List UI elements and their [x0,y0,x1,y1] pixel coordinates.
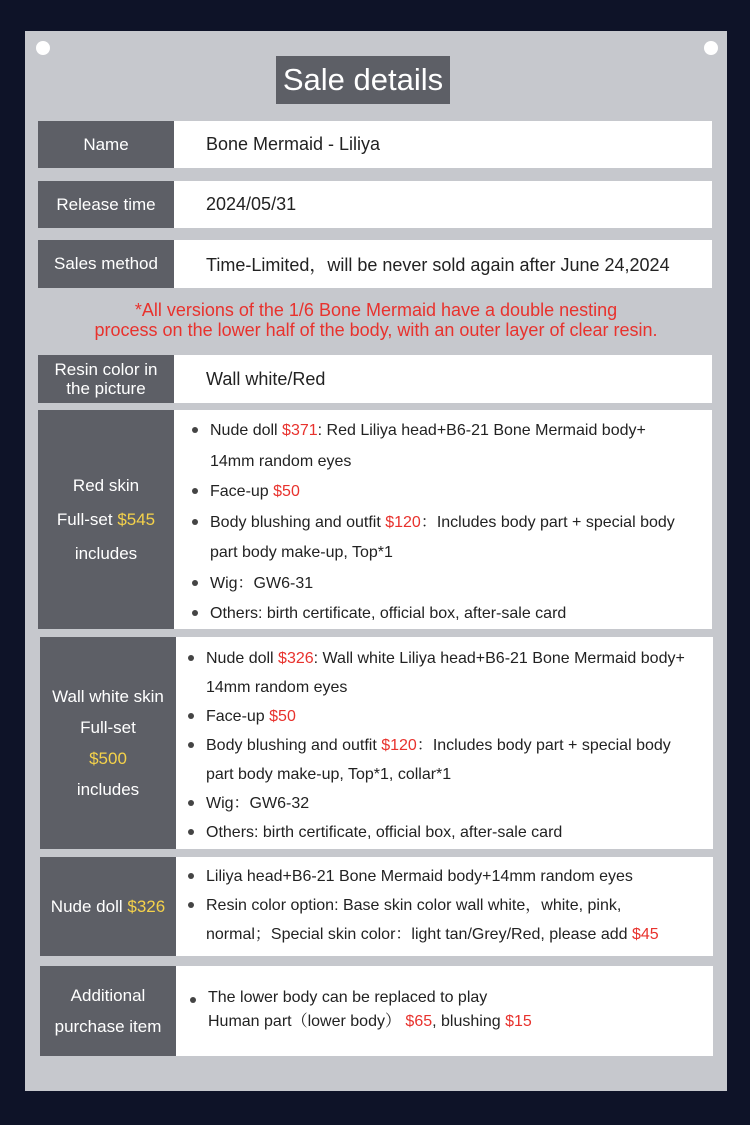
include-list [186,862,699,949]
list-item [190,599,698,630]
list-item [186,731,699,789]
include-list [190,416,698,630]
row-name [38,121,712,168]
item-text: : Red Liliya head+B6-21 Bone Mermaid body+ [317,422,646,439]
row-red-skin-fullset [38,410,712,629]
price-red: $15 [505,1013,532,1030]
label-line: includes [74,543,138,563]
row-nude-doll [40,857,713,956]
row-value: Wall white/Red [206,368,326,389]
page-title: Sale details [276,56,450,104]
sale-details-panel [25,31,727,1091]
item-text: Liliya head+B6-21 Bone Mermaid body+14mm random eyes [206,868,633,885]
label-text: Nude doll [50,896,128,916]
list-item [186,644,699,702]
item-text: Nude doll [206,650,279,667]
list-item [190,477,698,508]
item-text: , blushing [432,1013,506,1030]
item-text: Nude doll [210,422,283,439]
row-label [40,857,176,956]
item-text: : Wall white Liliya head+B6-21 Bone Mermaid body+ [313,650,685,667]
item-text: part body make-up, Top*1, collar*1 [206,766,452,783]
item-text: ：Includes body part + special body [420,513,675,531]
label-line [51,897,165,917]
label-line: Additional [70,986,146,1005]
item-text: normal；Special skin color：light tan/Grey/Red, please add [206,926,632,943]
row-label: Sales method [38,240,174,288]
price-red: $371 [282,422,318,439]
price-red: $326 [278,650,314,667]
label-line [57,503,155,537]
note-line: process on the lower half of the body, with an outer layer of clear resin. [94,320,658,340]
item-text: 14mm random eyes [210,452,352,470]
item-text: Body blushing and outfit [206,737,382,754]
item-text: Body blushing and outfit [210,513,386,531]
item-text: Others: birth certificate, official box, after-sale card [210,605,567,622]
row-label: Release time [38,181,174,228]
list-item [186,818,699,847]
row-wall-white-fullset [40,637,713,849]
row-release-time [38,181,712,228]
list-item [190,569,698,600]
row-label [40,966,176,1056]
item-text: 14mm random eyes [206,679,348,696]
price-red: $45 [632,926,659,943]
item-text: Wig：GW6-32 [206,795,310,812]
price-red: $120 [385,513,421,531]
list-item [186,862,699,891]
price-red: $50 [269,708,296,725]
label-line: the picture [66,379,146,398]
label-line: Red skin [72,475,140,495]
item-text: ：Includes body part + special body [416,737,671,754]
list-item [190,416,698,477]
price-yellow: $326 [127,896,166,916]
row-value: 2024/05/31 [206,194,297,214]
price-yellow: $545 [117,509,156,529]
item-text: Human part（lower body） [208,1013,406,1030]
row-resin-color [38,355,712,403]
label-line: includes [76,780,140,799]
include-list [188,986,699,1034]
pin-dot-left [36,41,50,55]
row-label [40,637,176,849]
list-item [186,702,699,731]
label-line: purchase item [54,1017,162,1036]
item-text: Wig：GW6-31 [210,574,314,592]
pin-dot-right [704,41,718,55]
note-line: *All versions of the 1/6 Bone Mermaid have a double nesting [134,300,618,320]
label-line: Wall white skin [52,687,164,706]
price-yellow: $500 [89,749,127,768]
list-item [188,986,699,1034]
price-red: $65 [405,1013,433,1030]
row-value: Time-Limited，will be never sold again after June 24,2024 [206,255,670,275]
row-additional-purchase [40,966,713,1056]
item-text: Face-up [206,708,270,725]
list-item [190,508,698,569]
row-label [38,355,174,403]
item-text: The lower body can be replaced to play [208,989,488,1006]
price-red: $120 [381,737,417,754]
row-label [38,410,174,629]
row-sales-method [38,240,712,288]
item-text: Face-up [210,483,274,500]
resin-note [25,300,727,340]
list-item [186,891,699,949]
list-item [186,789,699,818]
label-line: Resin color in [54,360,158,379]
price-red: $50 [273,483,300,500]
row-value: Bone Mermaid - Liliya [206,134,381,154]
item-text: part body make-up, Top*1 [210,544,393,561]
include-list [186,644,699,847]
label-line: Full-set [80,718,136,737]
item-text: Others: birth certificate, official box, after-sale card [206,824,563,841]
label-text: Full-set [56,509,118,529]
row-label: Name [38,121,174,168]
item-text: Resin color option: Base skin color wall white，white, pink, [206,897,622,914]
